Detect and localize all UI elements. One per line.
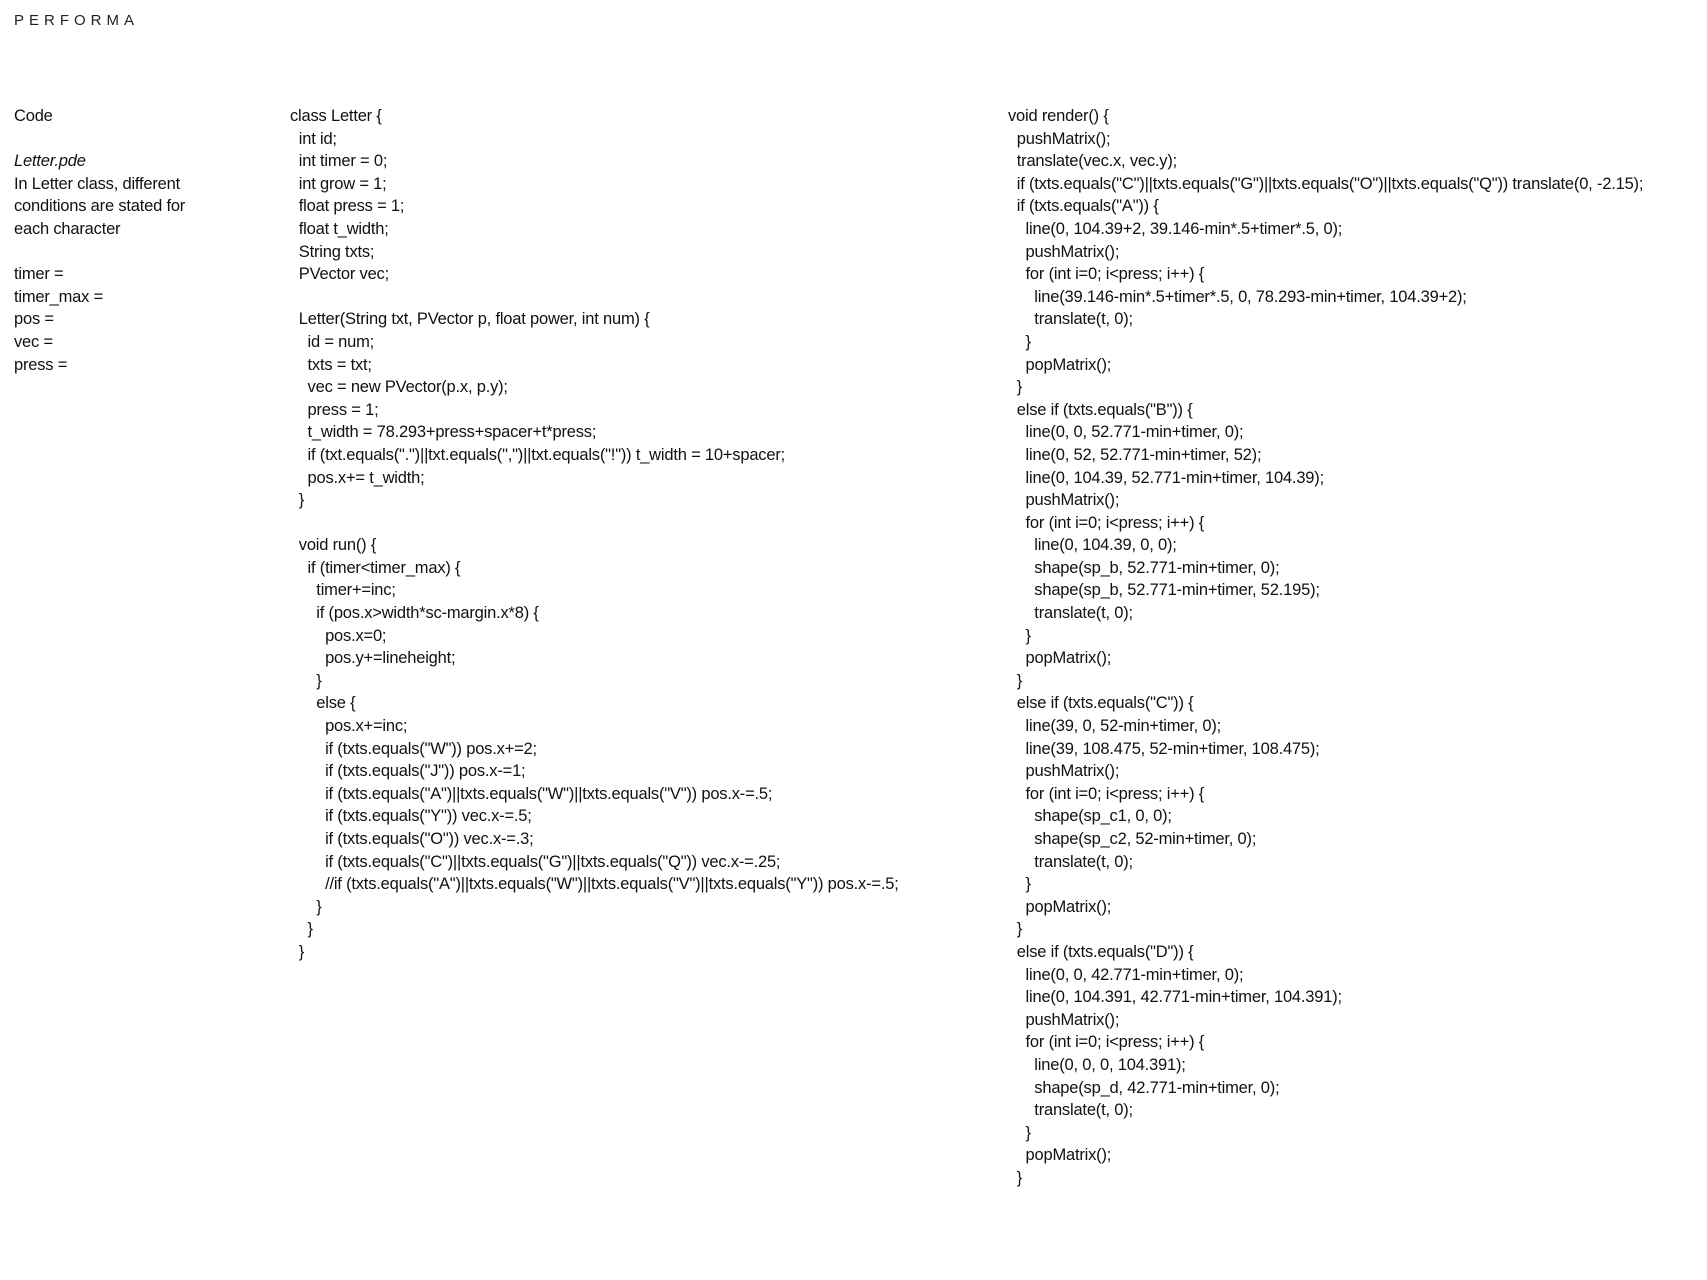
text-line <box>290 286 980 309</box>
text-line: line(39, 108.475, 52-min+timer, 108.475); <box>1008 739 1320 758</box>
text-line: pos.x=0; <box>290 626 387 645</box>
text-line: each character <box>14 219 121 238</box>
text-line: In Letter class, different <box>14 174 181 193</box>
text-line: popMatrix(); <box>1008 897 1112 916</box>
text-line: txts = txt; <box>290 355 372 374</box>
text-line <box>14 241 264 264</box>
text-line: for (int i=0; i<press; i++) { <box>1008 265 1205 284</box>
text-line: else { <box>290 694 356 713</box>
text-line: line(0, 0, 42.771-min+timer, 0); <box>1008 965 1244 984</box>
text-line: void render() { <box>1008 107 1109 125</box>
text-line: void run() { <box>290 536 377 555</box>
text-line <box>14 128 264 151</box>
text-line: if (txt.equals(".")||txt.equals(",")||txt.equals("!")) t_width = 10+spacer; <box>290 445 786 464</box>
text-line: shape(sp_c1, 0, 0); <box>1008 807 1172 826</box>
text-line: } <box>1008 920 1023 939</box>
text-line: line(0, 0, 52.771-min+timer, 0); <box>1008 423 1244 442</box>
text-line: line(0, 104.39, 0, 0); <box>1008 536 1177 555</box>
text-line: } <box>290 671 322 690</box>
text-line: pushMatrix(); <box>1008 129 1111 148</box>
text-line: if (pos.x>width*sc-margin.x*8) { <box>290 604 539 623</box>
text-line: translate(vec.x, vec.y); <box>1008 152 1178 171</box>
text-line: shape(sp_c2, 52-min+timer, 0); <box>1008 830 1257 848</box>
text-line: shape(sp_b, 52.771-min+timer, 52.195); <box>1008 581 1320 600</box>
text-line: //if (txts.equals("A")||txts.equals("W")||txts.equals("V")||txts.equals("Y")) pos.x-=.5; <box>290 875 899 894</box>
text-line: } <box>290 491 305 510</box>
text-line: translate(t, 0); <box>1008 604 1133 623</box>
text-line: int timer = 0; <box>290 152 388 171</box>
text-line: line(0, 52, 52.771-min+timer, 52); <box>1008 445 1262 464</box>
text-line: pushMatrix(); <box>1008 1010 1120 1029</box>
text-line: PVector vec; <box>290 265 389 284</box>
text-line: for (int i=0; i<press; i++) { <box>1008 784 1205 803</box>
text-line: } <box>290 920 313 939</box>
text-line: Code <box>14 107 53 125</box>
text-line: } <box>1008 1168 1023 1187</box>
text-line: } <box>1008 671 1023 690</box>
text-line: if (txts.equals("O")) vec.x-=.3; <box>290 830 534 848</box>
notes-column <box>14 105 264 376</box>
text-line: line(39.146-min*.5+timer*.5, 0, 78.293-min+timer, 104.39+2); <box>1008 287 1467 306</box>
text-line: timer+=inc; <box>290 581 396 600</box>
text-line: popMatrix(); <box>1008 649 1112 668</box>
text-line: for (int i=0; i<press; i++) { <box>1008 513 1205 532</box>
text-line: class Letter { <box>290 107 382 125</box>
text-line: } <box>290 942 305 961</box>
text-line: } <box>1008 1123 1031 1142</box>
text-line: int grow = 1; <box>290 174 387 193</box>
text-line: line(0, 104.391, 42.771-min+timer, 104.391); <box>1008 988 1342 1007</box>
text-line: float t_width; <box>290 219 389 238</box>
text-line: int id; <box>290 129 337 148</box>
text-line: timer = <box>14 265 64 284</box>
text-line: if (txts.equals("Y")) vec.x-=.5; <box>290 807 532 826</box>
text-line: if (txts.equals("W")) pos.x+=2; <box>290 739 537 758</box>
text-line: pushMatrix(); <box>1008 491 1120 510</box>
text-line: popMatrix(); <box>1008 355 1112 374</box>
text-line: else if (txts.equals("B")) { <box>1008 400 1193 419</box>
text-line: pushMatrix(); <box>1008 242 1120 261</box>
text-line: shape(sp_d, 42.771-min+timer, 0); <box>1008 1078 1280 1097</box>
text-line: for (int i=0; i<press; i++) { <box>1008 1033 1205 1052</box>
text-line: float press = 1; <box>290 197 405 216</box>
text-line: press = <box>14 355 68 374</box>
text-line: translate(t, 0); <box>1008 310 1133 329</box>
text-line: conditions are stated for <box>14 197 186 216</box>
text-line: pos.x+= t_width; <box>290 468 425 487</box>
text-line: } <box>290 897 322 916</box>
text-line: else if (txts.equals("C")) { <box>1008 694 1194 713</box>
text-line: translate(t, 0); <box>1008 1101 1133 1120</box>
text-line: if (txts.equals("C")||txts.equals("G")||txts.equals("O")||txts.equals("Q")) translate(0, -2.15); <box>1008 174 1644 193</box>
text-line: else if (txts.equals("D")) { <box>1008 942 1194 961</box>
text-line: } <box>1008 626 1031 645</box>
text-line <box>290 512 980 535</box>
text-line: if (txts.equals("A")) { <box>1008 197 1159 216</box>
text-line: String txts; <box>290 242 375 261</box>
text-line: translate(t, 0); <box>1008 852 1133 871</box>
brand-wordmark: PERFORMA <box>14 12 140 29</box>
code-block-letter-class <box>290 105 980 964</box>
text-line: } <box>1008 875 1031 894</box>
text-line: if (txts.equals("J")) pos.x-=1; <box>290 762 526 781</box>
text-line: if (timer<timer_max) { <box>290 558 461 577</box>
text-line: pushMatrix(); <box>1008 762 1120 781</box>
text-line: line(39, 0, 52-min+timer, 0); <box>1008 717 1222 736</box>
text-line: t_width = 78.293+press+spacer+t*press; <box>290 423 597 442</box>
text-line: if (txts.equals("A")||txts.equals("W")||txts.equals("V")) pos.x-=.5; <box>290 784 773 803</box>
text-line: popMatrix(); <box>1008 1146 1112 1165</box>
code-block-render <box>1008 105 1703 1190</box>
text-line: shape(sp_b, 52.771-min+timer, 0); <box>1008 558 1280 577</box>
text-line: } <box>1008 378 1023 397</box>
text-line: Letter.pde <box>14 152 86 171</box>
text-line: pos.y+=lineheight; <box>290 649 456 668</box>
text-line: pos.x+=inc; <box>290 717 408 736</box>
text-line: line(0, 104.39, 52.771-min+timer, 104.39); <box>1008 468 1324 487</box>
text-line: id = num; <box>290 332 375 351</box>
text-line: press = 1; <box>290 400 379 419</box>
text-line: Letter(String txt, PVector p, float power, int num) { <box>290 310 650 329</box>
text-line: line(0, 0, 0, 104.391); <box>1008 1055 1186 1074</box>
text-line: line(0, 104.39+2, 39.146-min*.5+timer*.5, 0); <box>1008 219 1343 238</box>
text-line: vec = new PVector(p.x, p.y); <box>290 378 508 397</box>
text-line: timer_max = <box>14 287 104 306</box>
text-line: pos = <box>14 310 54 329</box>
text-line: } <box>1008 332 1031 351</box>
text-line: if (txts.equals("C")||txts.equals("G")||txts.equals("Q")) vec.x-=.25; <box>290 852 781 871</box>
text-line: vec = <box>14 332 53 351</box>
